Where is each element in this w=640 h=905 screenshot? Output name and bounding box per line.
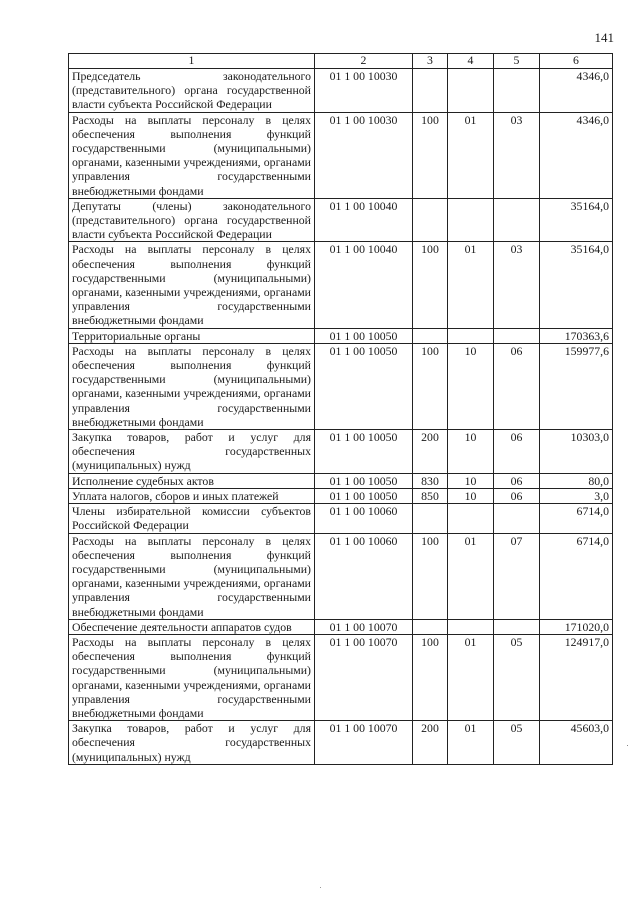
expense-name-cell: Закупка товаров, работ и услуг для обеспечения государственных (муниципальных) нужд [69,721,315,765]
expense-type-cell [413,328,448,343]
subsection-cell: 06 [494,473,540,488]
expense-type-cell: 100 [413,634,448,720]
subsection-cell: 06 [494,430,540,474]
section-cell [448,619,494,634]
table-row [69,488,613,503]
amount-cell: 35164,0 [540,242,613,328]
target-code-cell: 01 1 00 10050 [315,473,413,488]
table-row [69,504,613,533]
amount-cell: 3,0 [540,488,613,503]
column-header: 3 [413,54,448,69]
amount-cell: 45603,0 [540,721,613,765]
subsection-cell: 07 [494,533,540,619]
amount-cell: 35164,0 [540,198,613,242]
header-row [69,54,613,69]
target-code-cell: 01 1 00 10030 [315,112,413,198]
table-row [69,619,613,634]
section-cell: 01 [448,634,494,720]
subsection-cell [494,504,540,533]
amount-cell: 10303,0 [540,430,613,474]
expense-type-cell: 100 [413,242,448,328]
expense-type-cell [413,619,448,634]
amount-cell: 6714,0 [540,533,613,619]
target-code-cell: 01 1 00 10050 [315,488,413,503]
amount-cell: 170363,6 [540,328,613,343]
section-cell: 01 [448,242,494,328]
target-code-cell: 01 1 00 10070 [315,634,413,720]
table-row [69,473,613,488]
column-header: 1 [69,54,315,69]
expense-name-cell: Расходы на выплаты персоналу в целях обеспечения выполнения функций государственными (муниципальными) органами, казенными учреждениями, органами управления государственными внебюджетными фондами [69,112,315,198]
table-row [69,721,613,765]
section-cell: 10 [448,430,494,474]
section-cell: 01 [448,721,494,765]
expense-name-cell: Расходы на выплаты персоналу в целях обеспечения выполнения функций государственными (муниципальными) органами, казенными учреждениями, органами управления государственными внебюджетными фондами [69,533,315,619]
amount-cell: 124917,0 [540,634,613,720]
target-code-cell: 01 1 00 10050 [315,430,413,474]
column-header: 5 [494,54,540,69]
table-row [69,430,613,474]
subsection-cell: 05 [494,634,540,720]
expense-name-cell: Расходы на выплаты персоналу в целях обеспечения выполнения функций государственными (муниципальными) органами, казенными учреждениями, органами управления государственными внебюджетными фондами [69,634,315,720]
subsection-cell [494,619,540,634]
target-code-cell: 01 1 00 10070 [315,619,413,634]
target-code-cell: 01 1 00 10070 [315,721,413,765]
expense-name-cell: Обеспечение деятельности аппаратов судов [69,619,315,634]
subsection-cell [494,69,540,113]
expense-name-cell: Члены избирательной комиссии субъектов Российской Федерации [69,504,315,533]
expense-type-cell: 850 [413,488,448,503]
expense-type-cell: 200 [413,430,448,474]
target-code-cell: 01 1 00 10050 [315,343,413,429]
expense-type-cell [413,69,448,113]
expense-name-cell: Расходы на выплаты персоналу в целях обеспечения выполнения функций государственными (муниципальными) органами, казенными учреждениями, органами управления государственными внебюджетными фондами [69,242,315,328]
scan-speck [627,745,628,746]
target-code-cell: 01 1 00 10030 [315,69,413,113]
page-number: 141 [594,30,614,45]
scan-speck [320,887,321,888]
subsection-cell: 03 [494,242,540,328]
section-cell [448,69,494,113]
expense-name-cell: Депутаты (члены) законодательного (представительного) органа государственной власти субъекта Российской Федерации [69,198,315,242]
expense-type-cell: 100 [413,533,448,619]
section-cell: 01 [448,533,494,619]
subsection-cell: 06 [494,343,540,429]
expense-name-cell: Закупка товаров, работ и услуг для обеспечения государственных (муниципальных) нужд [69,430,315,474]
table-row [69,343,613,429]
target-code-cell: 01 1 00 10060 [315,504,413,533]
amount-cell: 171020,0 [540,619,613,634]
amount-cell: 4346,0 [540,69,613,113]
subsection-cell: 03 [494,112,540,198]
table-row [69,198,613,242]
expense-name-cell: Уплата налогов, сборов и иных платежей [69,488,315,503]
subsection-cell [494,198,540,242]
section-cell [448,504,494,533]
amount-cell: 159977,6 [540,343,613,429]
expense-name-cell: Территориальные органы [69,328,315,343]
expense-type-cell: 830 [413,473,448,488]
expense-name-cell: Расходы на выплаты персоналу в целях обеспечения выполнения функций государственными (муниципальными) органами, казенными учреждениями, органами управления государственными внебюджетными фондами [69,343,315,429]
section-cell: 10 [448,488,494,503]
table-row [69,69,613,113]
expense-type-cell [413,198,448,242]
expense-type-cell: 100 [413,343,448,429]
subsection-cell: 06 [494,488,540,503]
amount-cell: 80,0 [540,473,613,488]
subsection-cell [494,328,540,343]
expense-name-cell: Исполнение судебных актов [69,473,315,488]
section-cell: 10 [448,343,494,429]
table-row [69,242,613,328]
expense-type-cell: 100 [413,112,448,198]
amount-cell: 4346,0 [540,112,613,198]
budget-table [68,53,613,765]
section-cell [448,328,494,343]
table-row [69,533,613,619]
target-code-cell: 01 1 00 10060 [315,533,413,619]
target-code-cell: 01 1 00 10050 [315,328,413,343]
table-row [69,328,613,343]
target-code-cell: 01 1 00 10040 [315,198,413,242]
table-body [69,69,613,765]
section-cell [448,198,494,242]
section-cell: 01 [448,112,494,198]
target-code-cell: 01 1 00 10040 [315,242,413,328]
expense-type-cell [413,504,448,533]
table-row [69,634,613,720]
expense-name-cell: Председатель законодательного (представительного) органа государственной власти субъекта Российской Федерации [69,69,315,113]
column-header: 6 [540,54,613,69]
subsection-cell: 05 [494,721,540,765]
amount-cell: 6714,0 [540,504,613,533]
column-header: 2 [315,54,413,69]
section-cell: 10 [448,473,494,488]
column-header: 4 [448,54,494,69]
expense-type-cell: 200 [413,721,448,765]
table-row [69,112,613,198]
